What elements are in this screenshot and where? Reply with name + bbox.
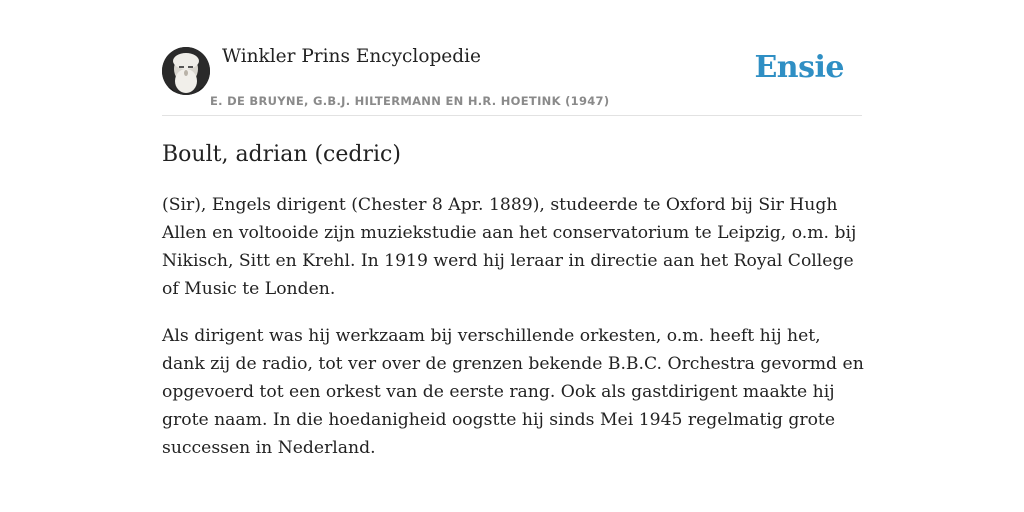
author-portrait-icon[interactable] <box>162 47 210 95</box>
ensie-logo[interactable]: Ensie <box>754 50 844 85</box>
entry-paragraph: (Sir), Engels dirigent (Chester 8 Apr. 1889), studeerde te Oxford bij Sir Hugh Allen en voltooide zijn muziekstudie aan het conservatorium te Leipzig, o.m. bij Nikisch, Sitt en Krehl. In 1919 werd hij leraar in directie aan het Royal College of Music te Londen. <box>162 195 857 299</box>
page-content <box>162 44 862 462</box>
entry-paragraph: Als dirigent was hij werkzaam bij verschillende orkesten, o.m. heeft hij het, dank zij de radio, tot ver over de grenzen bekende B.B.C. Orchestra gevormd en opgevoerd tot een orkest van de eerste rang. Ook als gastdirigent maakte hij grote naam. In die hoedanigheid oogstte hij sinds Mei 1945 regelmatig grote successen in Nederland. <box>162 326 864 458</box>
entry-title: Boult, adrian (cedric) <box>162 142 401 167</box>
encyclopedia-header <box>162 44 862 116</box>
authors-line: E. DE BRUYNE, G.B.J. HILTERMANN EN H.R. HOETINK (1947) <box>210 94 610 108</box>
site-title[interactable]: Winkler Prins Encyclopedie <box>222 46 481 67</box>
